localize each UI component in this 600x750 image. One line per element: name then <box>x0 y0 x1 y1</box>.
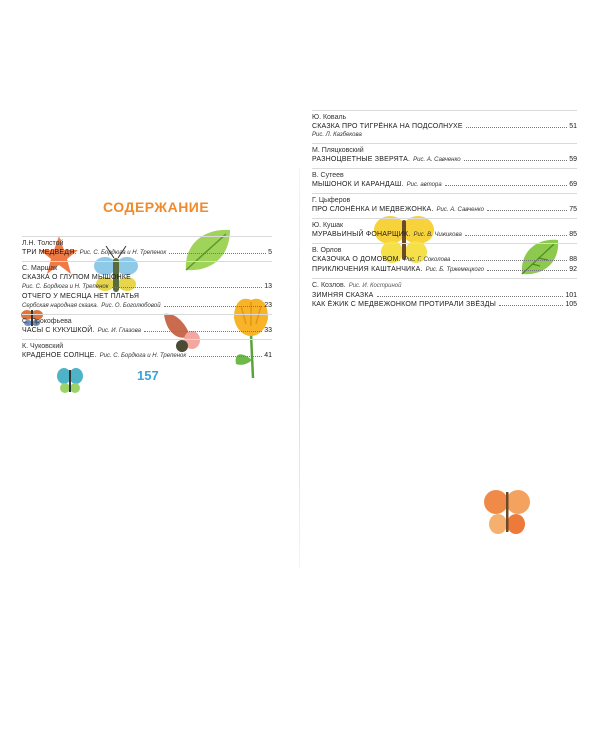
author-name: С. Маршак <box>22 265 58 272</box>
toc-entry[interactable] <box>312 291 577 300</box>
toc-group <box>312 193 577 215</box>
entry-page: 13 <box>264 283 272 290</box>
entry-illustrator: Рис. автора <box>406 182 442 188</box>
entry-illustrator: Рис. Л. Казбекова <box>312 132 362 138</box>
toc-group <box>312 243 577 275</box>
dot-leader <box>169 253 266 254</box>
toc-entry[interactable] <box>312 300 577 309</box>
dot-leader <box>499 305 563 306</box>
entry-title: КРАДЕНОЕ СОЛНЦЕ. <box>22 352 97 359</box>
blue-butterfly-icon <box>55 366 85 396</box>
author-name: В. Сутеев <box>312 172 344 179</box>
entry-title: СКАЗОЧКА О ДОМОВОМ. <box>312 256 401 263</box>
toc-entry[interactable] <box>312 265 577 275</box>
dot-leader <box>465 235 567 236</box>
entry-page: 69 <box>569 181 577 188</box>
author-name: Л.Н. Толстой <box>22 240 64 247</box>
page-gutter <box>299 168 300 568</box>
dot-leader <box>112 287 263 288</box>
dot-leader <box>164 306 263 307</box>
entry-page: 85 <box>569 231 577 238</box>
author-name: Ю. Кушак <box>312 222 344 229</box>
entry-illustrator: Рис. И. Глазова <box>97 328 141 334</box>
entry-page: 23 <box>264 302 272 309</box>
entry-title: ЧАСЫ С КУКУШКОЙ. <box>22 327 95 334</box>
toc-group <box>312 143 577 165</box>
entry-illustrator: Рис. С. Бордюга и Н. Трепенок <box>99 353 187 359</box>
toc-group <box>22 261 272 311</box>
entry-title: КАК ЁЖИК С МЕДВЕЖОНКОМ ПРОТИРАЛИ ЗВЁЗДЫ <box>312 301 496 308</box>
entry-illustrator: Рис. А. Савченко <box>436 207 484 213</box>
orange-butterfly-icon <box>482 486 532 540</box>
toc-group <box>22 339 272 361</box>
entry-title: СКАЗКА ПРО ТИГРЁНКА НА ПОДСОЛНУХЕ <box>312 123 463 130</box>
toc-entry[interactable] <box>312 155 577 165</box>
entry-page: 101 <box>565 292 577 299</box>
page-number: 157 <box>137 368 159 383</box>
toc-entry[interactable] <box>312 205 577 215</box>
entry-page: 75 <box>569 206 577 213</box>
dot-leader <box>487 270 567 271</box>
toc-left-column <box>22 236 272 364</box>
toc-entry[interactable] <box>312 230 577 240</box>
entry-illustrator: Рис. Г. Соколова <box>403 257 451 263</box>
author-name: М. Пляцковский <box>312 147 364 154</box>
toc-right-column <box>312 110 577 312</box>
entry-title: МУРАВЬИНЫЙ ФОНАРЩИК. <box>312 231 411 238</box>
toc-entry[interactable] <box>312 122 577 131</box>
toc-entry-subline <box>22 301 272 311</box>
toc-entry[interactable] <box>312 255 577 265</box>
entry-page: 59 <box>569 156 577 163</box>
entry-illustrator: Рис. В. Чижикова <box>413 232 462 238</box>
entry-page: 33 <box>264 327 272 334</box>
entry-page: 5 <box>268 249 272 256</box>
toc-group <box>22 236 272 258</box>
entry-title: ЗИМНЯЯ СКАЗКА <box>312 292 374 299</box>
toc-group <box>312 110 577 140</box>
toc-entry[interactable] <box>22 273 272 282</box>
entry-page: 51 <box>569 123 577 130</box>
entry-note: Сербская народная сказка. <box>22 303 99 309</box>
entry-title: МЫШОНОК И КАРАНДАШ. <box>312 181 404 188</box>
author-name: Г. Цыферов <box>312 197 351 204</box>
dot-leader <box>189 356 262 357</box>
toc-entry[interactable] <box>22 248 272 258</box>
toc-group <box>312 278 577 309</box>
dot-leader <box>466 127 567 128</box>
entry-title: СКАЗКА О ГЛУПОМ МЫШОНКЕ <box>22 274 132 281</box>
entry-illustrator: Рис. А. Савченко <box>413 157 461 163</box>
author-name: С. Козлов. <box>312 282 346 289</box>
author-line <box>312 281 577 291</box>
dot-leader <box>487 210 567 211</box>
entry-page: 92 <box>569 266 577 273</box>
toc-group <box>312 168 577 190</box>
entry-page: 41 <box>264 352 272 359</box>
author-name: Ю. Коваль <box>312 114 347 121</box>
entry-title: ПРИКЛЮЧЕНИЯ КАШТАНЧИКА. <box>312 266 423 273</box>
entry-illustrator: Рис. Б. Тржемецкого <box>425 267 484 273</box>
toc-entry[interactable] <box>22 292 272 301</box>
author-name: В. Орлов <box>312 247 342 254</box>
entry-title: ОТЧЕГО У МЕСЯЦА НЕТ ПЛАТЬЯ <box>22 293 140 300</box>
entry-page: 105 <box>565 301 577 308</box>
toc-entry[interactable] <box>22 326 272 336</box>
toc-entry[interactable] <box>22 351 272 361</box>
author-name: К. Чуковский <box>22 343 64 350</box>
author-name: С. Прокофьева <box>22 318 72 325</box>
entry-title: ПРО СЛОНЁНКА И МЕДВЕЖОНКА. <box>312 206 434 213</box>
dot-leader <box>445 185 568 186</box>
contents-heading: СОДЕРЖАНИЕ <box>103 199 210 215</box>
toc-group <box>22 314 272 336</box>
author-illustrator: Рис. И. Костриной <box>348 283 402 289</box>
entry-page: 88 <box>569 256 577 263</box>
dot-leader <box>453 260 567 261</box>
dot-leader <box>464 160 568 161</box>
dot-leader <box>144 331 262 332</box>
entry-illustrator: Рис. О. Боголюбовой <box>101 303 161 309</box>
toc-entry[interactable] <box>312 180 577 190</box>
entry-illustrator: Рис. С. Бордюга и Н. Трепенок <box>79 250 167 256</box>
toc-group <box>312 218 577 240</box>
entry-title: ТРИ МЕДВЕДЯ. <box>22 249 77 256</box>
toc-entry-subline <box>22 282 272 292</box>
entry-illustrator: Рис. С. Бордюга и Н. Трепенок <box>22 284 109 290</box>
dot-leader <box>377 296 564 297</box>
entry-title: РАЗНОЦВЕТНЫЕ ЗВЕРЯТА. <box>312 156 411 163</box>
